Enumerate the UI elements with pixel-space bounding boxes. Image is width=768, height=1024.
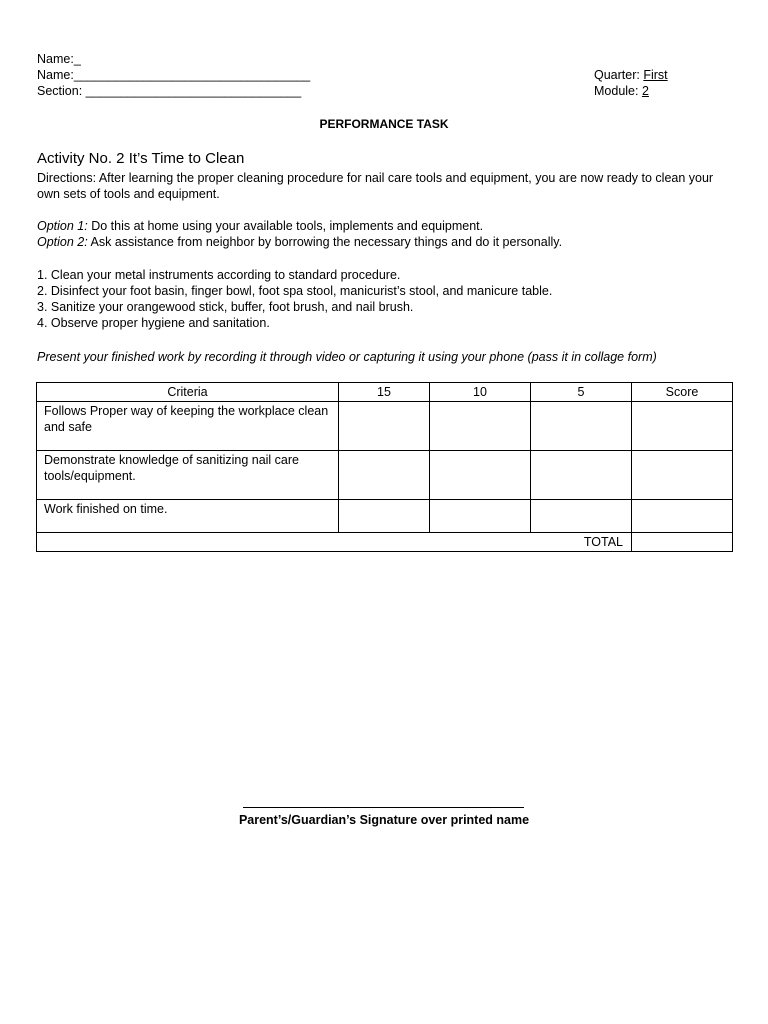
option-1	[37, 218, 483, 234]
header-score: Score	[632, 383, 733, 402]
step-1: 1. Clean your metal instruments according to standard procedure.	[37, 268, 401, 282]
score-cell-5	[531, 402, 632, 451]
score-cell	[632, 451, 733, 500]
signature-line	[243, 807, 524, 808]
criteria-cell: Follows Proper way of keeping the workplace clean and safe	[37, 402, 339, 451]
rubric-header-row	[37, 383, 733, 402]
score-cell-15	[339, 402, 430, 451]
quarter-field	[594, 67, 668, 83]
activity-title: Activity No. 2 It’s Time to Clean	[37, 150, 245, 167]
score-cell-10	[430, 451, 531, 500]
score-cell-10	[430, 500, 531, 533]
option-2-text: Ask assistance from neighbor by borrowing the necessary things and do it personally.	[87, 235, 563, 249]
option-1-text: Do this at home using your available tools, implements and equipment.	[87, 219, 484, 233]
score-cell-5	[531, 500, 632, 533]
module-label: Module:	[594, 84, 642, 98]
total-label: TOTAL	[37, 533, 632, 552]
option-1-label: Option 1:	[37, 219, 88, 233]
criteria-cell: Work finished on time.	[37, 500, 339, 533]
quarter-label: Quarter:	[594, 68, 644, 82]
table-row	[37, 500, 733, 533]
module-field	[594, 83, 649, 99]
table-row	[37, 402, 733, 451]
header-10: 10	[430, 383, 531, 402]
score-cell	[632, 500, 733, 533]
table-row	[37, 451, 733, 500]
module-value: 2	[641, 84, 649, 98]
name-field-1: Name:_	[37, 52, 81, 66]
total-row	[37, 533, 733, 552]
directions-text: Directions: After learning the proper cleaning procedure for nail care tools and equipment, you are now ready to clean your own sets of tools and equipment.	[37, 171, 714, 201]
rubric-table	[36, 382, 733, 552]
header-criteria: Criteria	[37, 383, 339, 402]
total-score-cell	[632, 533, 733, 552]
score-cell-15	[339, 451, 430, 500]
score-cell-10	[430, 402, 531, 451]
score-cell-15	[339, 500, 430, 533]
name-field-2: Name:__________________________________	[37, 68, 311, 82]
header-5: 5	[531, 383, 632, 402]
option-2-label: Option 2:	[37, 235, 88, 249]
step-4: 4. Observe proper hygiene and sanitation.	[37, 316, 270, 330]
header-15: 15	[339, 383, 430, 402]
page-title: PERFORMANCE TASK	[319, 117, 449, 131]
score-cell	[632, 402, 733, 451]
section-field: Section: _______________________________	[37, 84, 302, 98]
signature-caption: Parent’s/Guardian’s Signature over printed name	[238, 813, 530, 827]
step-3: 3. Sanitize your orangewood stick, buffer, foot brush, and nail brush.	[37, 300, 414, 314]
score-cell-5	[531, 451, 632, 500]
step-2: 2. Disinfect your foot basin, finger bowl, foot spa stool, manicurist’s stool, and manicure table.	[37, 284, 553, 298]
option-2	[37, 234, 562, 250]
present-note: Present your finished work by recording it through video or capturing it using your phone (pass it in collage form)	[37, 350, 657, 364]
criteria-cell: Demonstrate knowledge of sanitizing nail care tools/equipment.	[37, 451, 339, 500]
quarter-value: First	[643, 68, 668, 82]
